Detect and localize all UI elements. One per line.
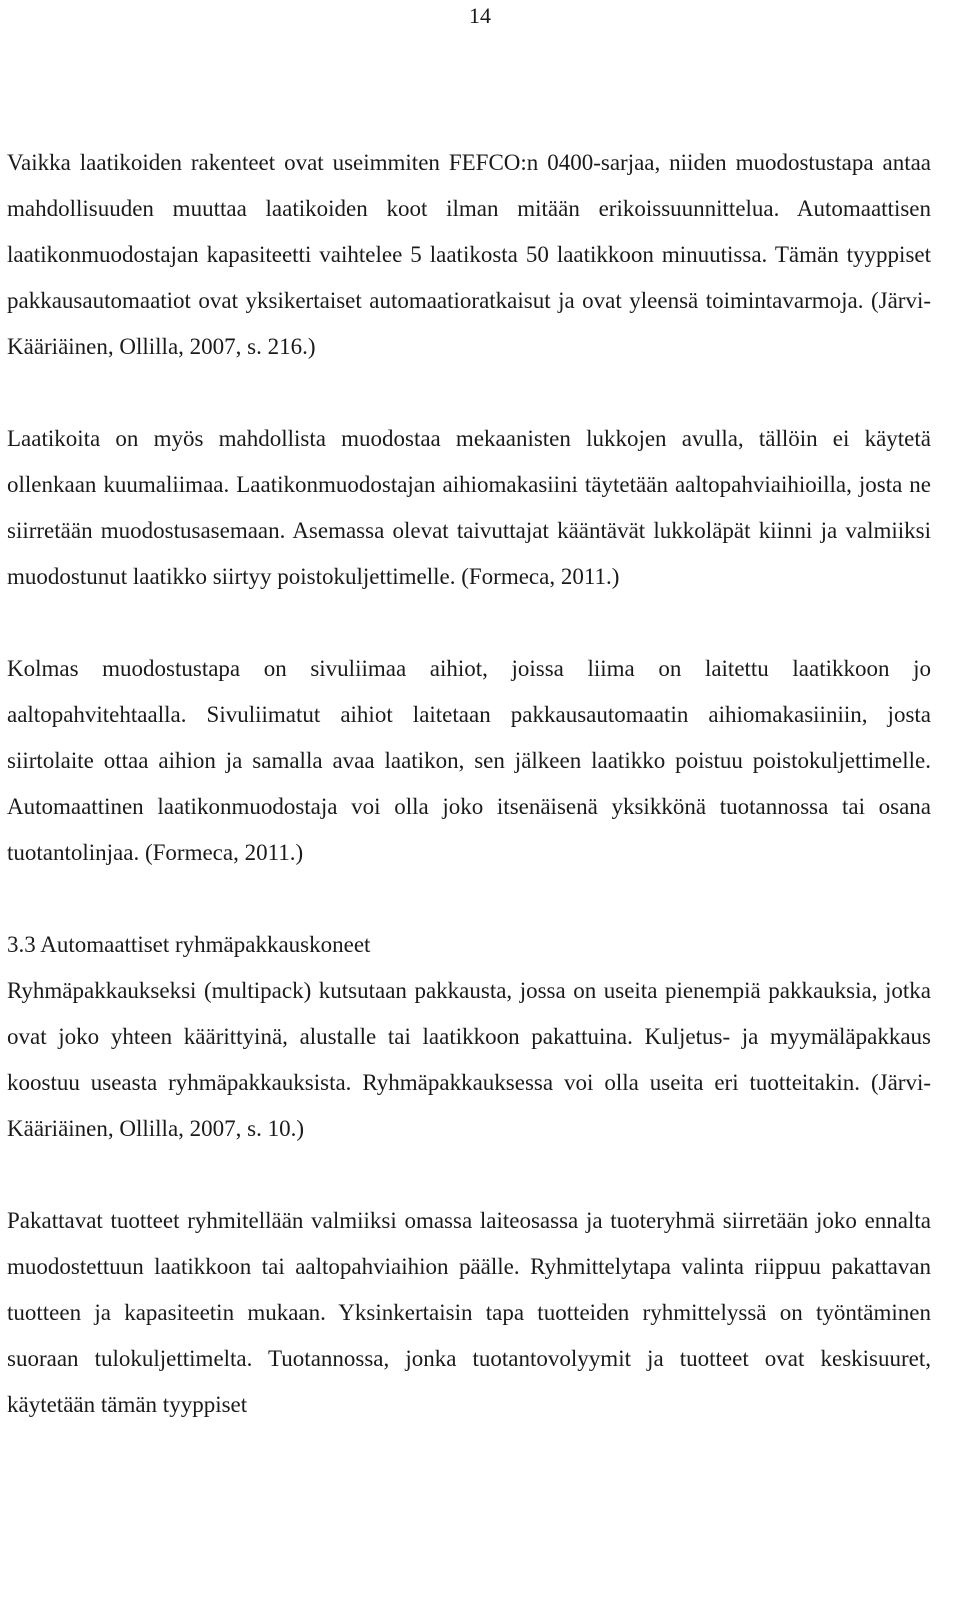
page-body	[7, 140, 931, 1428]
paragraph-multipack-definition: Ryhmäpakkaukseksi (multipack) kutsutaan pakkausta, jossa on useita pienempiä pakkauksia, jotka ovat joko yhteen käärittyinä, alustalle tai laatikkoon pakattuina. Kuljetus- ja myymäläpakkaus koostuu useasta ryhmäpakkauksista. Ryhmäpakkauksessa voi olla useita eri tuotteitakin. (Järvi-Kääriäinen, Ollilla, 2007, s. 10.)	[7, 978, 931, 1141]
paragraph-product-grouping: Pakattavat tuotteet ryhmitellään valmiiksi omassa laiteosassa ja tuoteryhmä siirretään joko ennalta muodostettuun laatikkoon tai aaltopahviaihion päälle. Ryhmittelytapa valinta riippuu pakattavan tuotteen ja kapasiteetin mukaan. Yksinkertaisin tapa tuotteiden ryhmittelyssä on työntäminen suoraan tulokuljettimelta. Tuotannossa, jonka tuotantovolyymit ja tuotteet ovat keskisuuret, käytetään tämän tyyppiset	[7, 1208, 931, 1417]
paragraph-box-forming-capacity: Vaikka laatikoiden rakenteet ovat useimmiten FEFCO:n 0400-sarjaa, niiden muodostustapa antaa mahdollisuuden muuttaa laatikoiden koot ilman mitään erikoissuunnittelua. Automaattisen laatikonmuodostajan kapasiteetti vaihtelee 5 laatikosta 50 laatikkoon minuutissa. Tämän tyyppiset pakkausautomaatiot ovat yksikertaiset automaatioratkaisut ja ovat yleensä toimintavarmoja. (Järvi-Kääriäinen, Ollilla, 2007, s. 216.)	[7, 150, 931, 359]
page-number: 14	[469, 3, 491, 28]
paragraph-mechanical-locks: Laatikoita on myös mahdollista muodostaa mekaanisten lukkojen avulla, tällöin ei käytetä ollenkaan kuumaliimaa. Laatikonmuodostajan aihiomakasiini täytetään aaltopahviaihioilla, josta ne siirretään muodostusasemaan. Asemassa olevat taivuttajat kääntävät lukkoläpät kiinni ja valmiiksi muodostunut laatikko siirtyy poistokuljettimelle. (Formeca, 2011.)	[7, 426, 931, 589]
section-heading: 3.3 Automaattiset ryhmäpakkauskoneet	[7, 932, 371, 957]
paragraph-side-glued-blanks: Kolmas muodostustapa on sivuliimaa aihiot, joissa liima on laitettu laatikkoon jo aaltopahvitehtaalla. Sivuliimatut aihiot laitetaan pakkausautomaatin aihiomakasiiniin, josta siirtolaite ottaa aihion ja samalla avaa laatikon, sen jälkeen laatikko poistuu poistokuljettimelle. Automaattinen laatikonmuodostaja voi olla joko itsenäisenä yksikkönä tuotannossa tai osana tuotantolinjaa. (Formeca, 2011.)	[7, 656, 931, 865]
